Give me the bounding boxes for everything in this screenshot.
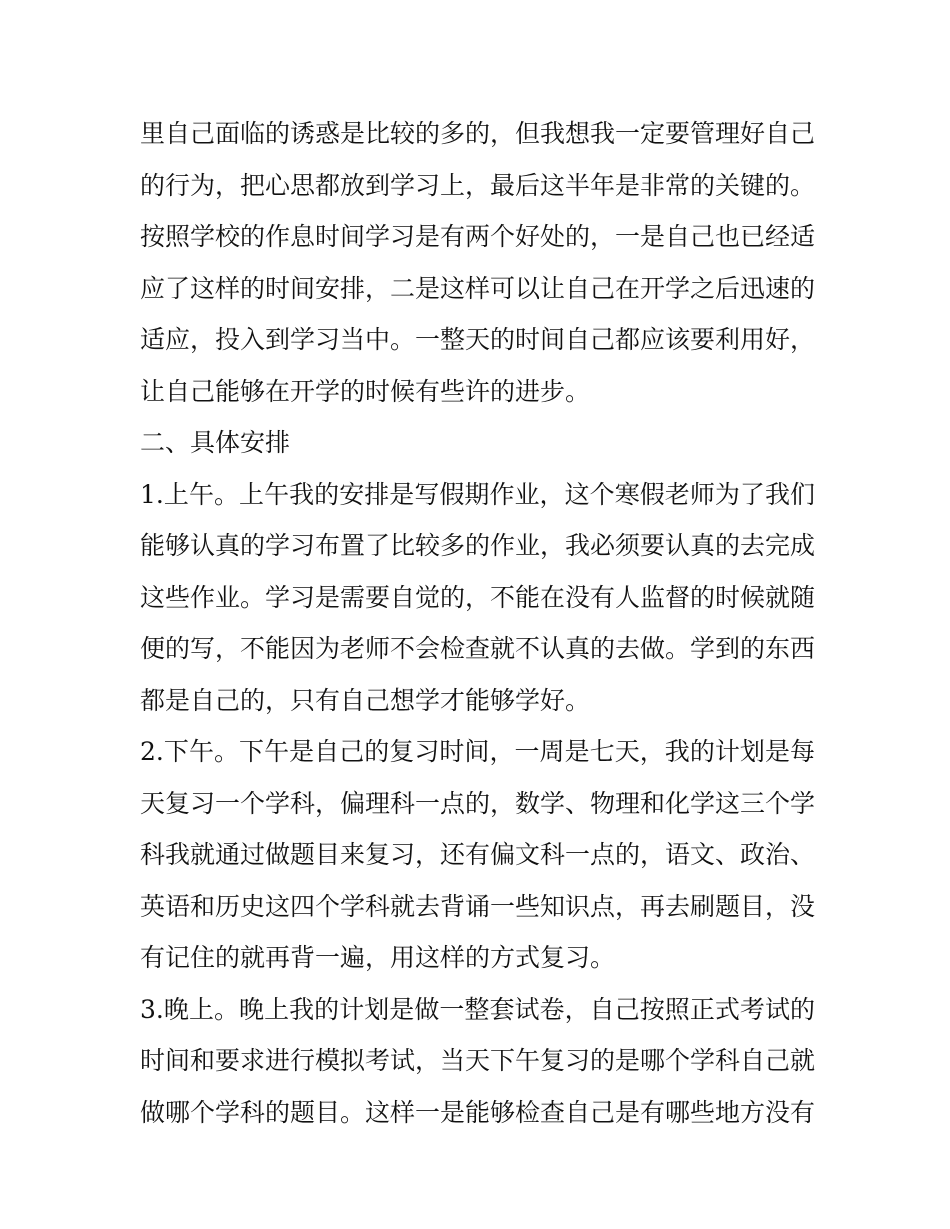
paragraph-line: 按照学校的作息时间学习是有两个好处的，一是自己也已经适 [140,222,815,251]
paragraph-line: 这些作业。学习是需要自觉的，不能在没有人监督的时候就随 [140,582,815,612]
paragraph-line: 3.晚上。晚上我的计划是做一整套试卷，自己按照正式考试的 [140,994,815,1024]
document-body [140,108,815,1138]
paragraph-line: 2.下午。下午是自己的复习时间，一周是七天，我的计划是每 [140,737,815,766]
paragraph-line: 有记住的就再背一遍，用这样的方式复习。 [140,943,616,972]
paragraph-line: 能够认真的学习布置了比较多的作业，我必须要认真的去完成 [140,531,815,560]
paragraph-line: 的行为，把心思都放到学习上，最后这半年是非常的关键的。 [140,170,815,200]
paragraph-line: 1.上午。上午我的安排是写假期作业，这个寒假老师为了我们 [140,479,815,509]
paragraph-line: 让自己能够在开学的时候有些许的进步。 [140,376,591,406]
paragraph-line: 时间和要求进行模拟考试，当天下午复习的是哪个学科自己就 [140,1046,815,1075]
section-heading: 二、具体安排 [140,428,291,457]
paragraph-line: 科我就通过做题目来复习，还有偏文科一点的，语文、政治、 [140,840,815,869]
paragraph-line: 便的写，不能因为老师不会检查就不认真的去做。学到的东西 [140,634,815,663]
paragraph-line: 适应，投入到学习当中。一整天的时间自己都应该要利用好， [140,325,815,354]
paragraph-line: 都是自己的，只有自己想学才能够学好。 [140,685,591,715]
paragraph-line: 天复习一个学科，偏理科一点的，数学、物理和化学这三个学 [140,788,815,818]
paragraph-line: 做哪个学科的题目。这样一是能够检查自己是有哪些地方没有 [140,1097,815,1127]
paragraph-line: 里自己面临的诱惑是比较的多的，但我想我一定要管理好自己 [140,119,815,148]
paragraph-line: 应了这样的时间安排，二是这样可以让自己在开学之后迅速的 [140,273,815,303]
paragraph-line: 英语和历史这四个学科就去背诵一些知识点，再去刷题目，没 [140,891,815,921]
